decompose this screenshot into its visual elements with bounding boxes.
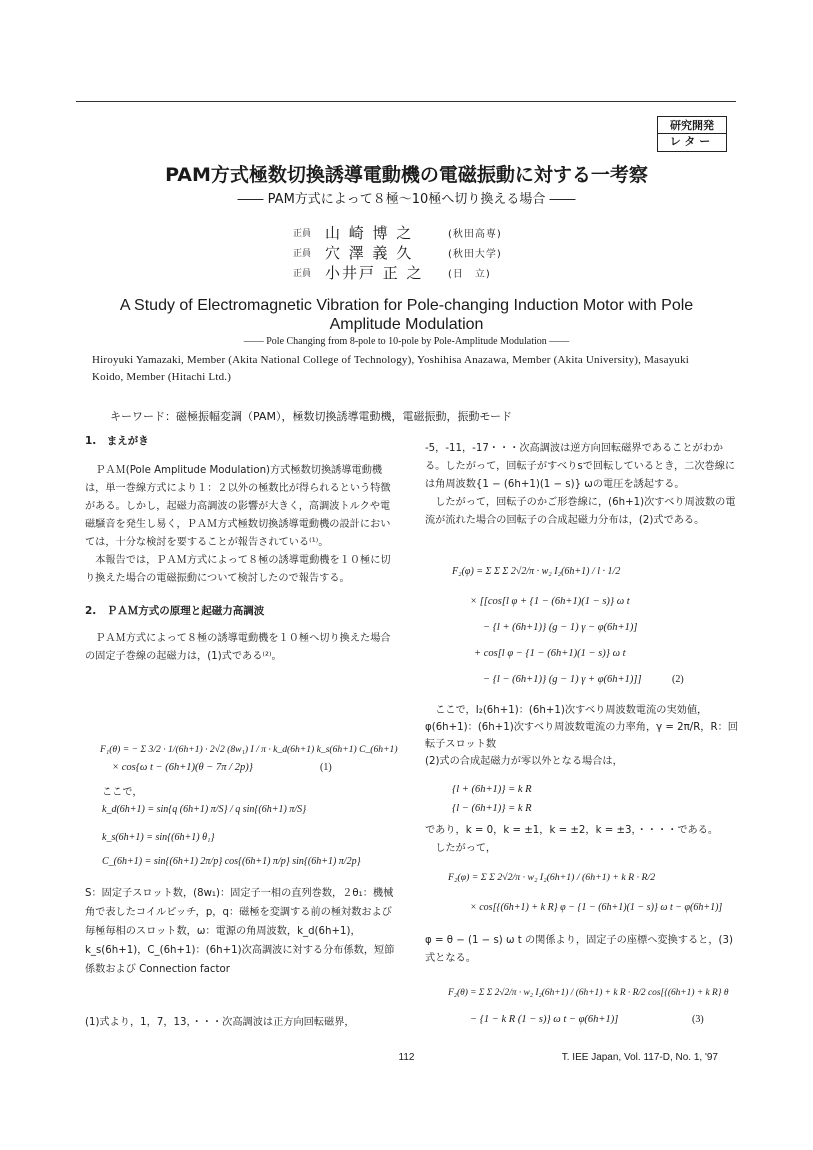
page-number: 112	[398, 1052, 415, 1063]
author-role: 正員	[293, 228, 312, 239]
right-column	[425, 440, 738, 530]
def-ks: k_s(6h+1) = sin{(6h+1) θ₁}	[102, 832, 215, 843]
equation-number: (3)	[692, 1014, 704, 1025]
paragraph: 本報告では，ＰＡＭ方式によって８極の誘導電動機を１０極に切り換えた場合の電磁振動について検討したので報告する。	[85, 555, 391, 584]
journal-citation: T. IEE Japan, Vol. 117-D, No. 1, '97	[561, 1052, 718, 1063]
author-role: 正員	[293, 268, 312, 279]
section-heading: 1. まえがき	[85, 435, 149, 447]
author-affiliation: (日 立)	[448, 268, 491, 280]
equation-2-line2: × [[cos[l φ + {1 − (6h+1)(1 − s)} ω t	[470, 596, 630, 607]
koko-label: ここで，	[102, 787, 143, 798]
equation-number: (2)	[672, 674, 684, 685]
subtitle-english: —— Pole Changing from 8-pole to 10-pole by Pole-Amplitude Modulation ——	[243, 336, 570, 347]
author-name: 小井戸 正 之	[325, 263, 424, 282]
badge-line1: 研究開発	[658, 117, 726, 134]
equation-2-line4: + cos[l φ − {1 − (6h+1)(1 − s)} ω t	[474, 648, 626, 659]
title-english: A Study of Electromagnetic Vibration for Pole-changing Induction Motor with Pole Amplitude Modulation	[119, 297, 694, 333]
equation-1-line2: × cos{ω t − (6h+1)(θ − 7π / 2p)}	[112, 762, 253, 773]
subtitle-japanese: ―― PAM方式によって８極〜10極へ切り換える場合 ――	[237, 192, 576, 207]
paragraph: -5，-11，-17・・・次高調波は逆方向回転磁界であることがわかる。したがって，回転子がすべりsで回転しているとき，二次巻線には角周波数{1 − (6h+1)(1 − s)} ωの電圧を誘起する。	[425, 443, 736, 490]
equation-2-line5: − {l − (6h+1)} (g − 1) γ + φ(6h+1)]]	[483, 674, 642, 685]
author-name: 穴 澤 義 久	[325, 243, 414, 262]
def-c: C_(6h+1) = sin{(6h+1) 2π/p} cos{(6h+1) π/p} sin{(6h+1) π/2p}	[102, 856, 361, 867]
author-list-japanese	[293, 222, 502, 282]
paragraph: ＰＡＭ(Pole Amplitude Modulation)方式極数切換誘導電動機は，単一巻線方式により１：２以外の極数比が得られるという特徴がある。しかし，起磁力高調波の影響が大きく，高調波トルクや電磁騒音を発生し易く，ＰＡＭ方式極数切換誘導電動機の設計においては，十分な検討を要することが報告されている⁽¹⁾。	[85, 465, 391, 548]
paragraph: したがって，回転子のかご形巻線に，(6h+1)次すべり周波数の電流が流れた場合の回転子の合成起磁力分布は，(2)式である。	[425, 497, 736, 526]
equation-1-line1: F₁(θ) = − Σ 3/2 · 1/(6h+1) · 2√2 (8w₁) I / π · k_d(6h+1) k_s(6h+1) C_(6h+1)	[100, 744, 398, 755]
author-row	[293, 222, 502, 242]
author-name: 山 崎 博 之	[325, 223, 414, 242]
paragraph: したがって，	[435, 843, 497, 854]
paragraph: ＰＡＭ方式によって８極の誘導電動機を１０極へ切り換えた場合の固定子巻線の起磁力は，(1)式である⁽²⁾。	[85, 633, 391, 662]
author-row	[293, 242, 502, 262]
equation-number: (1)	[320, 762, 332, 773]
paragraph: ここで，I₂(6h+1)：(6h+1)次すべり周波数電流の実効値，φ(6h+1)：(6h+1)次すべり周波数電流の力率角，γ = 2π/R，R：回転子スロット数	[425, 705, 738, 750]
author-list-english: Hiroyuki Yamazaki, Member (Akita National College of Technology), Yoshihisa Anazawa, Member (Akita University), Masayuki Koido, Member (Hitachi Ltd.)	[92, 354, 690, 383]
equation-3-line2: − {1 − k R (1 − s)} ω t − φ(6h+1)]	[470, 1014, 619, 1025]
section-heading: 2. ＰＡＭ方式の原理と起磁力高調波	[85, 605, 265, 617]
paragraph: であり，k = 0，k = ±1，k = ±2，k = ±3，・・・・である。	[425, 825, 719, 836]
symbols-paragraph: S：固定子スロット数，(8w₁)：固定子一相の直列巻数，２θ₁：機械角で表したコイルピッチ，p，q：磁極を変調する前の極対数および毎極毎相のスロット数，ω：電源の角周波数，k_d(6h+1)，k_s(6h+1)，C_(6h+1)：(6h+1)次高調波に対する分布係数，短節係数および Connection factor	[85, 888, 395, 975]
paragraph	[425, 822, 738, 858]
keywords: キーワード：磁極振幅変調（PAM），極数切換誘導電動機，電磁振動，振動モード	[110, 410, 513, 423]
paragraph: φ = θ − (1 − s) ω t の関係より，固定子の座標へ変換すると，(3)式となる。	[425, 935, 733, 964]
condition-2: {l − (6h+1)} = k R	[452, 803, 532, 814]
equation-2-line1: F₂(φ) = Σ Σ Σ 2√2/π · w₂ I₂(6h+1) / l · 1/2	[452, 566, 621, 577]
badge-line2: レター	[669, 135, 715, 148]
equation-2-line3: − {l + (6h+1)} (g − 1) γ − φ(6h+1)]	[483, 622, 638, 633]
condition-1: {l + (6h+1)} = k R	[452, 784, 532, 795]
equation-3-line1: F₂(θ) = Σ Σ 2√2/π · w₂ I₂(6h+1) / (6h+1) + k R · R/2 cos[{(6h+1) + k R} θ	[448, 988, 729, 998]
def-kd: k_d(6h+1) = sin{q (6h+1) π/S} / q sin{(6h+1) π/S}	[102, 804, 307, 815]
author-affiliation: (秋田大学)	[448, 248, 502, 260]
author-role: 正員	[293, 248, 312, 259]
category-badge	[657, 116, 727, 152]
top-rule	[76, 101, 736, 102]
title-japanese: PAM方式極数切換誘導電動機の電磁振動に対する一考察	[165, 164, 648, 186]
author-affiliation: (秋田高専)	[448, 228, 502, 240]
paragraph: (1)式より，1，7，13，・・・次高調波は正方向回転磁界，	[85, 1017, 355, 1028]
equation-3a-line2: × cos[{(6h+1) + k R} φ − {1 − (6h+1)(1 − s)} ω t − φ(6h+1)]	[470, 902, 723, 913]
paragraph	[425, 702, 738, 770]
paragraph: (2)式の合成起磁力が零以外となる場合は，	[425, 756, 623, 767]
left-column	[85, 432, 398, 666]
author-row	[293, 262, 502, 282]
equation-3a-line1: F₂(φ) = Σ Σ 2√2/π · w₂ I₂(6h+1) / (6h+1) + k R · R/2	[448, 872, 656, 883]
